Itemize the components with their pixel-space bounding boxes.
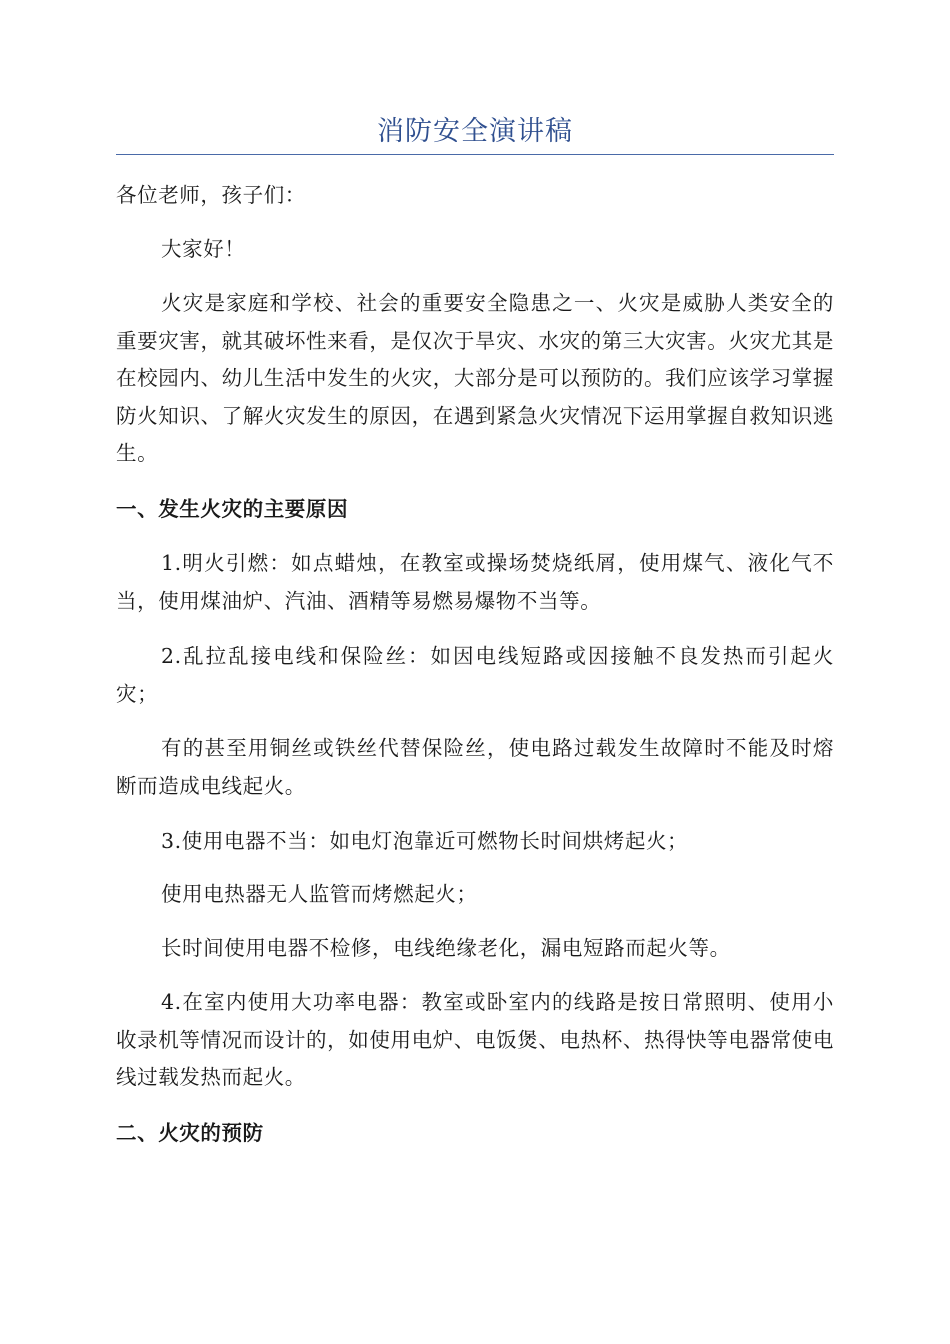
cause-item-4: 4.在室内使用大功率电器：教室或卧室内的线路是按日常照明、使用小收录机等情况而设计的，如使用电炉、电饭煲、电热杯、热得快等电器常使电线过载发热而起火。 <box>116 990 834 1089</box>
document-title: 消防安全演讲稿 <box>377 116 573 147</box>
intro-paragraph: 火灾是家庭和学校、社会的重要安全隐患之一、火灾是威胁人类安全的重要灾害，就其破坏性来看，是仅次于旱灾、水灾的第三大灾害。火灾尤其是在校园内、幼儿生活中发生的火灾，大部分是可以预防的。我们应该学习掌握防火知识、了解火灾发生的原因，在遇到紧急火灾情况下运用掌握自救知识逃生。 <box>116 291 834 465</box>
greeting-paragraph: 各位老师，孩子们： <box>116 183 306 207</box>
title-divider <box>116 154 834 155</box>
cause-item-2: 2.乱拉乱接电线和保险丝：如因电线短路或因接触不良发热而引起火灾； <box>116 644 834 706</box>
cause-item-2-continued: 有的甚至用铜丝或铁丝代替保险丝，使电路过载发生故障时不能及时熔断而造成电线起火。 <box>116 736 834 798</box>
hello-paragraph: 大家好！ <box>161 237 246 261</box>
section-heading-causes: 一、发生火灾的主要原因 <box>116 497 349 521</box>
cause-item-3: 3.使用电器不当：如电灯泡靠近可燃物长时间烘烤起火； <box>161 829 689 853</box>
cause-item-3-continued-1: 使用电热器无人监管而烤燃起火； <box>161 882 478 906</box>
cause-item-1: 1.明火引燃：如点蜡烛，在教室或操场焚烧纸屑，使用煤气、液化气不当，使用煤油炉、汽油、酒精等易燃易爆物不当等。 <box>116 551 834 613</box>
cause-item-3-continued-2: 长时间使用电器不检修，电线绝缘老化，漏电短路而起火等。 <box>161 936 731 960</box>
section-heading-prevention: 二、火灾的预防 <box>116 1121 264 1145</box>
